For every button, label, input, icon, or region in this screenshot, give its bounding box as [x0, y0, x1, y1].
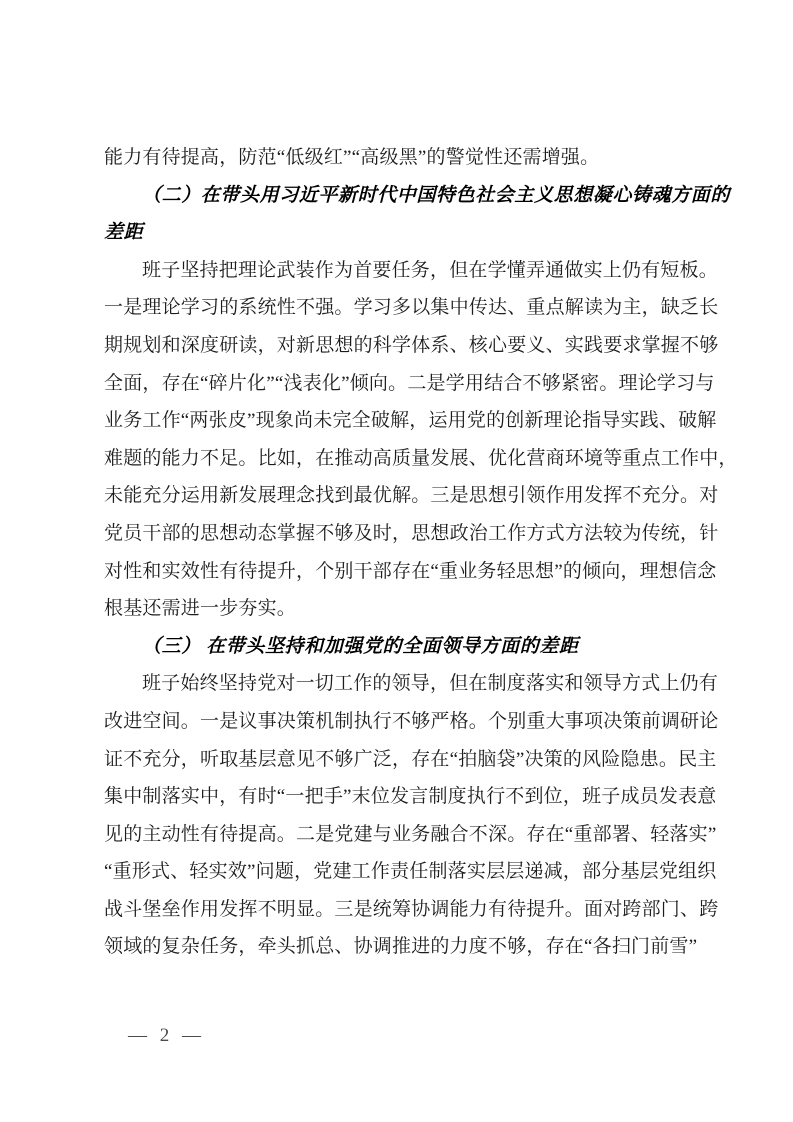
- page-number: — 2 —: [128, 1025, 205, 1046]
- document-body: [104, 139, 738, 966]
- text-line: 班子坚持把理论武装作为首要任务，但在学懂弄通做实上仍有短板。: [142, 259, 719, 281]
- text-line: 证不充分，听取基层意见不够广泛，存在“拍脑袋”决策的风险隐患。民主: [104, 748, 717, 770]
- text-line: 班子始终坚持党对一切工作的领导，但在制度落实和领导方式上仍有: [142, 673, 719, 695]
- text-line: 业务工作“两张皮”现象尚未完全破解，运用党的创新理论指导实践、破解: [104, 410, 717, 432]
- text-line: 根基还需进一步夯实。: [104, 598, 297, 620]
- text-line: 战斗堡垒作用发挥不明显。三是统筹协调能力有待提升。面对跨部门、跨: [104, 898, 719, 920]
- section-heading-2-wrap: 差距: [104, 222, 144, 244]
- text-line: 集中制落实中，有时“一把手”末位发言制度执行不到位，班子成员发表意: [104, 786, 717, 808]
- text-line: 未能充分运用新发展理念找到最优解。三是思想引领作用发挥不充分。对: [104, 485, 719, 507]
- text-line: 期规划和深度研读，对新思想的科学体系、核心要义、实践要求掌握不够: [104, 334, 719, 356]
- text-line: 改进空间。一是议事决策机制执行不够严格。个别重大事项决策前调研论: [104, 710, 719, 732]
- text-line: 领域的复杂任务，牵头抓总、协调推进的力度不够，存在“各扫门前雪”: [104, 936, 698, 958]
- text-line: 对性和实效性有待提升，个别干部存在“重业务轻思想”的倾向，理想信念: [104, 560, 717, 582]
- section-heading-3: （三） 在带头坚持和加强党的全面领导方面的差距: [142, 635, 579, 657]
- text-line: 一是理论学习的系统性不强。学习多以集中传达、重点解读为主，缺乏长: [104, 297, 719, 319]
- section-heading-2: （二）在带头用习近平新时代中国特色社会主义思想凝心铸魂方面的: [142, 184, 731, 206]
- text-line: 见的主动性有待提高。二是党建与业务融合不深。存在“重部署、轻落实”: [104, 823, 717, 845]
- text-line: 能力有待提高，防范“低级红”“高级黑”的警觉性还需增强。: [104, 147, 600, 168]
- text-line: 党员干部的思想动态掌握不够及时，思想政治工作方式方法较为传统，针: [104, 522, 719, 544]
- text-line: 难题的能力不足。比如，在推动高质量发展、优化营商环境等重点工作中，: [104, 447, 738, 469]
- text-line: 全面，存在“碎片化”“浅表化”倾向。二是学用结合不够紧密。理论学习与: [104, 372, 715, 394]
- text-line: “重形式、轻实效”问题，党建工作责任制落实层层递减，部分基层党组织: [104, 861, 717, 883]
